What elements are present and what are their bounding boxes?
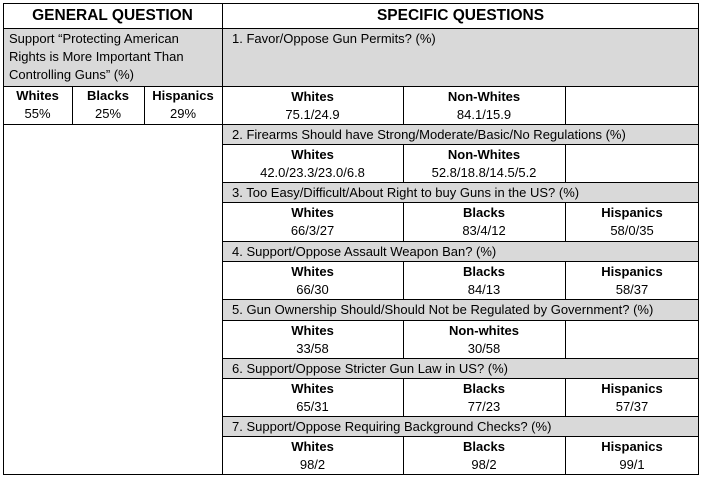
group-value: 66/3/27 [290,223,335,238]
group-value: 55% [24,106,51,121]
group-label: Hispanics [601,381,663,396]
grid-line [3,28,699,29]
question-title: 5. Gun Ownership Should/Should Not be Regulated by Government? (%) [232,302,654,317]
grid-line [403,202,404,241]
group-label: Blacks [463,439,505,454]
question-title: 7. Support/Oppose Requiring Background Checks? (%) [232,419,552,434]
group-value: 77/23 [467,399,501,414]
group-label: Whites [291,264,334,279]
grid-line [222,320,699,321]
grid-line [222,202,699,203]
question-title: 4. Support/Oppose Assault Weapon Ban? (%) [232,244,497,259]
question-title: 6. Support/Oppose Stricter Gun Law in US? (%) [232,361,509,376]
grid-line [565,320,566,358]
grid-line [3,124,222,125]
grid-line [565,436,566,475]
group-value: 65/31 [296,399,329,414]
group-label: Whites [291,205,334,220]
group-value: 66/30 [296,282,329,297]
grid-line [222,261,699,262]
specific-questions-header: SPECIFIC QUESTIONS [376,7,545,24]
grid-line [403,86,404,124]
general-question-text: Controlling Guns” (%) [9,67,134,82]
grid-line [222,416,699,417]
grid-line [222,124,699,125]
group-value: 75.1/24.9 [285,107,340,122]
group-label: Blacks [463,205,505,220]
grid-line [565,261,566,299]
grid-line [72,86,73,124]
group-label: Whites [291,89,334,104]
group-label: Hispanics [152,88,214,103]
group-label: Hispanics [601,439,663,454]
general-question-text: Rights is More Important Than [9,49,184,64]
grid-line [403,378,404,416]
group-value: 30/58 [467,341,501,356]
general-question-text: Support “Protecting American [9,31,179,46]
group-value: 25% [94,106,122,121]
group-label: Hispanics [601,205,663,220]
grid-line [3,86,699,87]
group-label: Whites [291,323,334,338]
general-question-header: GENERAL QUESTION [32,7,193,24]
group-value: 58/0/35 [610,223,654,238]
group-value: 83/4/12 [462,223,506,238]
group-label: Whites [16,88,59,103]
grid-line [222,378,699,379]
grid-line [403,144,404,182]
group-value: 98/2 [299,457,326,472]
group-value: 58/37 [615,282,649,297]
group-value: 84/13 [467,282,501,297]
grid-line [222,299,699,300]
group-value: 52.8/18.8/14.5/5.2 [431,165,537,180]
group-label: Hispanics [601,264,663,279]
group-label: Whites [291,147,334,162]
group-value: 42.0/23.3/23.0/6.8 [260,165,365,180]
group-label: Non-Whites [447,147,521,162]
grid-line [403,320,404,358]
group-value: 33/58 [296,341,329,356]
grid-line [565,202,566,241]
grid-line [222,182,699,183]
grid-line [222,241,699,242]
grid-line [222,436,699,437]
group-label: Non-Whites [447,89,521,104]
question-title: 2. Firearms Should have Strong/Moderate/Basic/No Regulations (%) [232,127,626,142]
grid-line [403,261,404,299]
group-value: 29% [169,106,197,121]
group-label: Blacks [87,88,129,103]
group-value: 99/1 [619,457,645,472]
grid-line [222,358,699,359]
group-value: 84.1/15.9 [456,107,512,122]
group-value: 98/2 [471,457,497,472]
grid-line [144,86,145,124]
grid-line [403,436,404,475]
group-label: Blacks [463,381,505,396]
grid-line [565,86,566,124]
grid-line [222,144,699,145]
question-title: 1. Favor/Oppose Gun Permits? (%) [232,31,436,46]
grid-line [565,144,566,182]
question-title: 3. Too Easy/Difficult/About Right to buy Guns in the US? (%) [232,185,580,200]
grid-line [565,378,566,416]
group-label: Whites [291,439,334,454]
group-label: Non-whites [448,323,520,338]
group-value: 57/37 [615,399,649,414]
group-label: Blacks [463,264,505,279]
group-label: Whites [291,381,334,396]
